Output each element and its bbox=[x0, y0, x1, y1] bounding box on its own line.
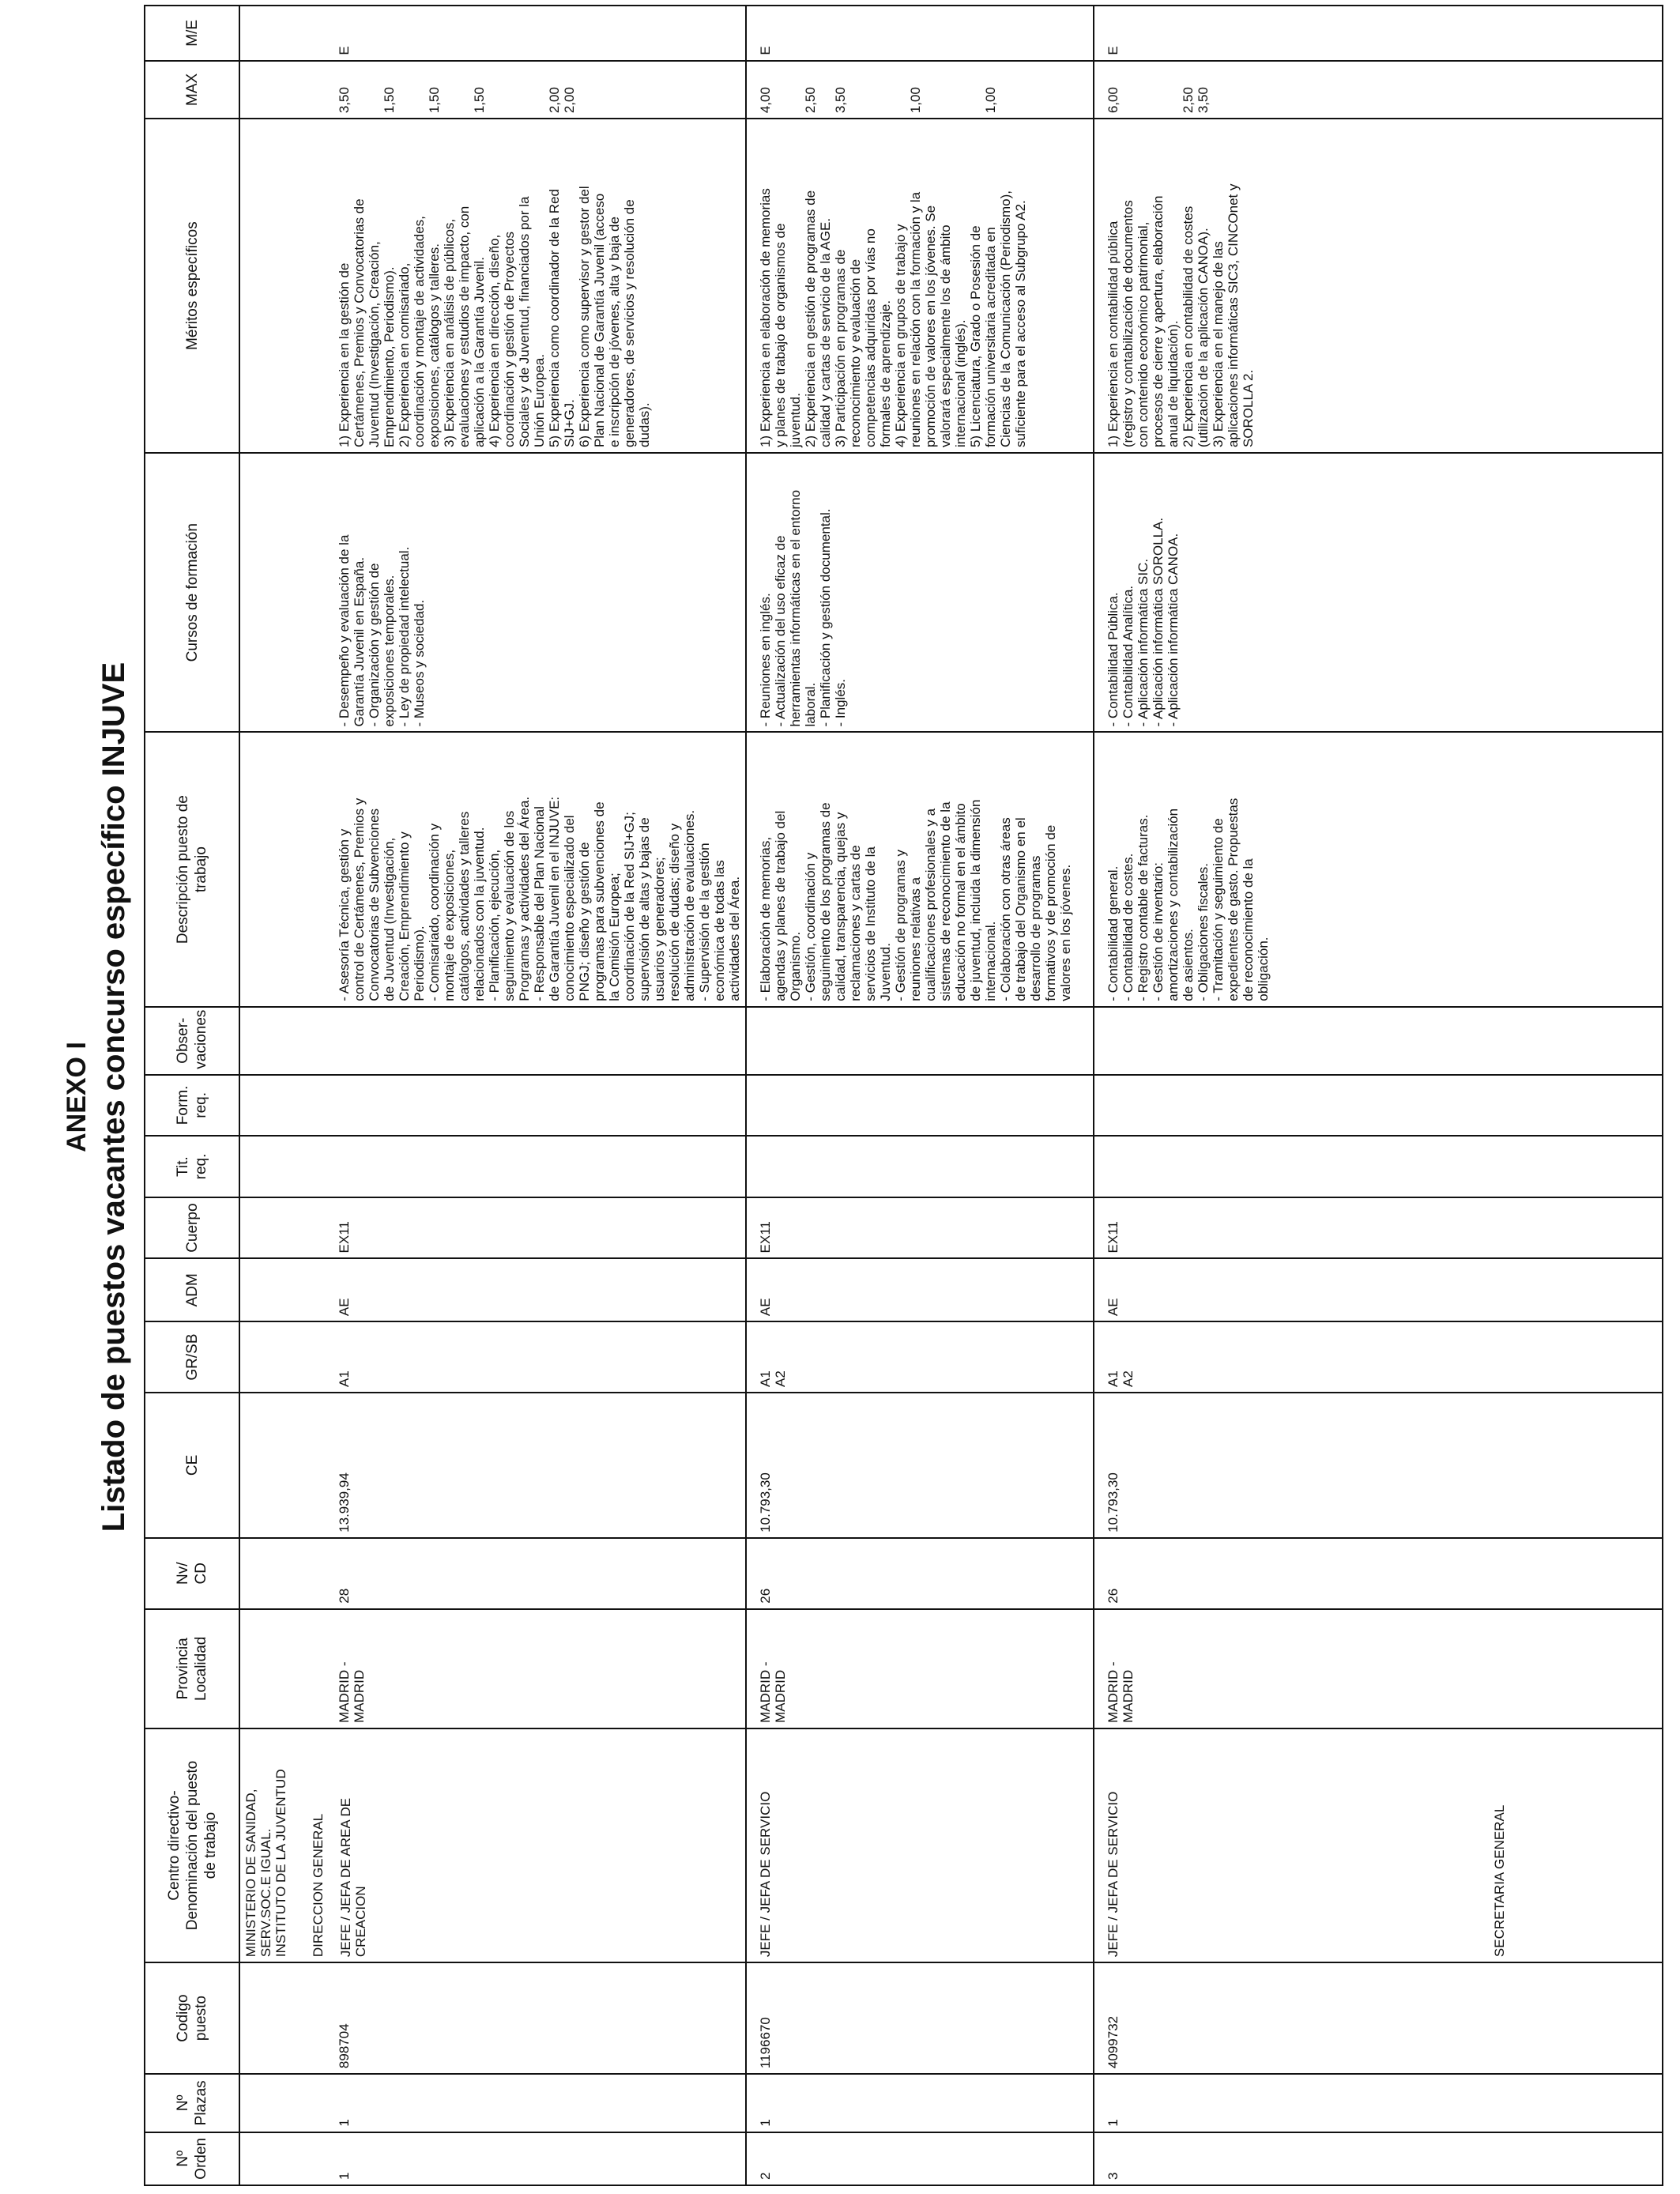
col-provincia: Provincia Localidad bbox=[145, 1609, 239, 1728]
cell-adm: AE bbox=[746, 1258, 1094, 1321]
cell-plazas: 1 bbox=[239, 2074, 746, 2132]
cell-ce: 10.793,30 bbox=[746, 1393, 1094, 1538]
col-cursos: Cursos de formación bbox=[145, 453, 239, 732]
cell-meritos: 1) Experiencia en contabilidad pública (registro y contabilización de documentos con contenido económico patrimonial, procesos de cierre y apertura, elaboración anual de liquidación). 2) Experiencia en contabilidad de costes (utilización de la aplicación CANOA). 3) Experiencia en el manejo de las aplicaciones informáticas SIC3, CINCOnet y SOROLLA 2. bbox=[1094, 119, 1663, 453]
cell-centro bbox=[239, 1728, 746, 1962]
denominacion: JEFE / JEFA DE SERVICIO bbox=[1106, 1791, 1121, 1958]
col-max: MAX bbox=[145, 61, 239, 119]
cell-grupo: A1 bbox=[239, 1321, 746, 1393]
direccion-text: DIRECCION GENERAL bbox=[311, 1813, 326, 1958]
cell-centro bbox=[1094, 1728, 1663, 1962]
cell-adm: AE bbox=[1094, 1258, 1663, 1321]
cell-form bbox=[746, 1075, 1094, 1137]
col-codigo: Codigo puesto bbox=[145, 1962, 239, 2074]
denominacion: JEFE / JEFA DE AREA DE CREACION bbox=[338, 1797, 368, 1958]
cell-codigo: 4099732 bbox=[1094, 1962, 1663, 2074]
cell-codigo: 898704 bbox=[239, 1962, 746, 2074]
col-plazas: Nº Plazas bbox=[145, 2074, 239, 2132]
ministry-text: MINISTERIO DE SANIDAD, SERV.SOC.E IGUAL. INSTITUTO DE LA JUVENTUD bbox=[243, 1769, 288, 1958]
cell-cursos: - Contabilidad Pública. - Contabilidad Analítica. - Aplicación informática SIC. - Aplicación informática SOROLLA. - Aplicación informática CANOA. bbox=[1094, 453, 1663, 732]
col-centro: Centro directivo- Denominación del puesto de trabajo bbox=[145, 1728, 239, 1962]
table-row bbox=[1094, 6, 1663, 2185]
col-obs: Obser- vaciones bbox=[145, 1007, 239, 1075]
cell-obs bbox=[746, 1007, 1094, 1075]
cell-me: E bbox=[1094, 6, 1663, 61]
table-row bbox=[746, 6, 1094, 2185]
cell-obs bbox=[239, 1007, 746, 1075]
cell-me: E bbox=[239, 6, 746, 61]
cell-me: E bbox=[746, 6, 1094, 61]
col-grupo: GR/SB bbox=[145, 1321, 239, 1393]
cell-max: 3,50 1,50 1,50 1,50 2,00 2,00 bbox=[239, 61, 746, 119]
cell-nivel: 28 bbox=[239, 1538, 746, 1609]
cell-codigo: 1196670 bbox=[746, 1962, 1094, 2074]
page-title: Listado de puestos vacantes concurso específico INJUVE bbox=[96, 662, 131, 1532]
cell-cursos: - Desempeño y evaluación de la Garantía Juvenil en España. - Organización y gestión de exposiciones temporales. - Ley de propiedad intelectual. - Museos y sociedad. bbox=[239, 453, 746, 732]
cell-orden: 2 bbox=[746, 2132, 1094, 2185]
cell-orden: 1 bbox=[239, 2132, 746, 2185]
cell-tit bbox=[239, 1136, 746, 1197]
cell-tit bbox=[746, 1136, 1094, 1197]
cell-max: 6,00 2,50 3,50 bbox=[1094, 61, 1663, 119]
col-tit: Tit. req. bbox=[145, 1136, 239, 1197]
cell-form bbox=[239, 1075, 746, 1137]
col-me: M/E bbox=[145, 6, 239, 61]
cell-tit bbox=[1094, 1136, 1663, 1197]
cell-provincia: MADRID - MADRID bbox=[746, 1609, 1094, 1728]
col-adm: ADM bbox=[145, 1258, 239, 1321]
cell-grupo: A1 A2 bbox=[746, 1321, 1094, 1393]
cell-nivel: 26 bbox=[746, 1538, 1094, 1609]
cell-provincia: MADRID - MADRID bbox=[1094, 1609, 1663, 1728]
col-ce: CE bbox=[145, 1393, 239, 1538]
col-nivel: Nv/ CD bbox=[145, 1538, 239, 1609]
cell-form bbox=[1094, 1075, 1663, 1137]
cell-centro bbox=[746, 1728, 1094, 1962]
cell-meritos: 1) Experiencia en elaboración de memorias y planes de trabajo de organismos de juventud. 2) Experiencia en gestión de programas de calidad y cartas de servicio de la AGE. 3) Participación en programas de reconocimiento y evaluación de competencias adquiridas por vías no formales de aprendizaje. 4) Experiencia en grupos de trabajo y reuniones en relación con la formación y la promoción de valores en los jóvenes. Se valorará especialmente los de ámbito internacional (inglés). 5) Licenciatura, Grado o Posesión de formación universitaria acreditada en Ciencias de la Comunicación (Periodismo), suficiente para el acceso al Subgrupo A2. bbox=[746, 119, 1094, 453]
cell-cuerpo: EX11 bbox=[746, 1197, 1094, 1259]
cell-descripcion: - Contabilidad general. - Contabilidad de costes. - Registro contable de facturas. - Gestión de inventario: amortizaciones y contabilización de asientos. - Obligaciones fiscales. - Tramitación y seguimiento de expedientes de gasto. Propuestas de reconocimiento de la obligación. bbox=[1094, 732, 1663, 1006]
secretaria-text: SECRETARIA GENERAL bbox=[1492, 1804, 1507, 1958]
denominacion: JEFE / JEFA DE SERVICIO bbox=[758, 1791, 773, 1958]
col-meritos: Méritos específicos bbox=[145, 119, 239, 453]
cell-orden: 3 bbox=[1094, 2132, 1663, 2185]
cell-adm: AE bbox=[239, 1258, 746, 1321]
cell-cuerpo: EX11 bbox=[1094, 1197, 1663, 1259]
vacancies-table bbox=[144, 5, 1663, 2186]
cell-obs bbox=[1094, 1007, 1663, 1075]
annex-title: ANEXO I bbox=[62, 1042, 92, 1152]
cell-plazas: 1 bbox=[1094, 2074, 1663, 2132]
cell-ce: 10.793,30 bbox=[1094, 1393, 1663, 1538]
cell-cuerpo: EX11 bbox=[239, 1197, 746, 1259]
col-form: Form. req. bbox=[145, 1075, 239, 1137]
col-cuerpo: Cuerpo bbox=[145, 1197, 239, 1259]
cell-ce: 13.939,94 bbox=[239, 1393, 746, 1538]
cell-descripcion: - Asesoría Técnica, gestión y control de Certámenes, Premios y Convocatorias de Subvenciones de Juventud (Investigación, Creación, Emprendimiento y Periodismo). - Comisariado, coordinación y montaje de exposiciones, catálogos, actividades y talleres relacionados con la juventud. - Planificación, ejecución, seguimiento y evaluación de los Programas y actividades del Área. - Responsable del Plan Nacional de Garantía Juvenil en el INJUVE: conocimiento especializado del PNGJ; diseño y gestión de programas para subvenciones de la Comisión Europea; coordinación de la Red SIJ+GJ; supervisión de altas y bajas de usuarios y generadores; resolución de dudas; diseño y administración de evaluaciones. - Supervisión de la gestión económica de todas las actividades del Área. bbox=[239, 732, 746, 1006]
col-orden: Nº Orden bbox=[145, 2132, 239, 2185]
col-descripcion: Descripción puesto de trabajo bbox=[145, 732, 239, 1006]
cell-grupo: A1 A2 bbox=[1094, 1321, 1663, 1393]
cell-nivel: 26 bbox=[1094, 1538, 1663, 1609]
cell-max: 4,00 2,50 3,50 1,00 1,00 bbox=[746, 61, 1094, 119]
table-row bbox=[239, 6, 746, 2185]
table-header-row bbox=[145, 6, 239, 2185]
cell-descripcion: - Elaboración de memorias, agendas y planes de trabajo del Organismo. - Gestión, coordinación y seguimiento de los programas de calidad, transparencia, quejas y reclamaciones y cartas de servicios de Instituto de la Juventud. - Gestión de programas y reuniones relativas a cualificaciones profesionales y a sistemas de reconocimiento de la educación no formal en el ámbito de juventud, incluida la dimensión internacional. - Colaboración con otras áreas de trabajo del Organismo en el desarrollo de programas formativos y de promoción de valores en los jóvenes. bbox=[746, 732, 1094, 1006]
cell-plazas: 1 bbox=[746, 2074, 1094, 2132]
cell-provincia: MADRID - MADRID bbox=[239, 1609, 746, 1728]
cell-meritos: 1) Experiencia en la gestión de Certámenes, Premios y Convocatorias de Juventud (Investigación, Creación, Emprendimiento, Periodismo). 2) Experiencia en comisariado, coordinación y montaje de actividades, exposiciones, catálogos y talleres. 3) Experiencia en análisis de públicos, evaluaciones y estudios de impacto, con aplicación a la Garantía Juvenil. 4) Experiencia en dirección, diseño, coordinación y gestión de Proyectos Sociales y de Juventud, financiados por la Unión Europea. 5) Experiencia como coordinador de la Red SIJ+GJ. 6) Experiencia como supervisor y gestor del Plan Nacional de Garantía Juvenil (acceso e inscripción de jóvenes, alta y baja de generadores, de servicios y resolución de dudas). bbox=[239, 119, 746, 453]
cell-cursos: - Reuniones en inglés. - Actualización del uso eficaz de herramientas informáticas en el entorno laboral. - Planificación y gestión documental. - Inglés. bbox=[746, 453, 1094, 732]
